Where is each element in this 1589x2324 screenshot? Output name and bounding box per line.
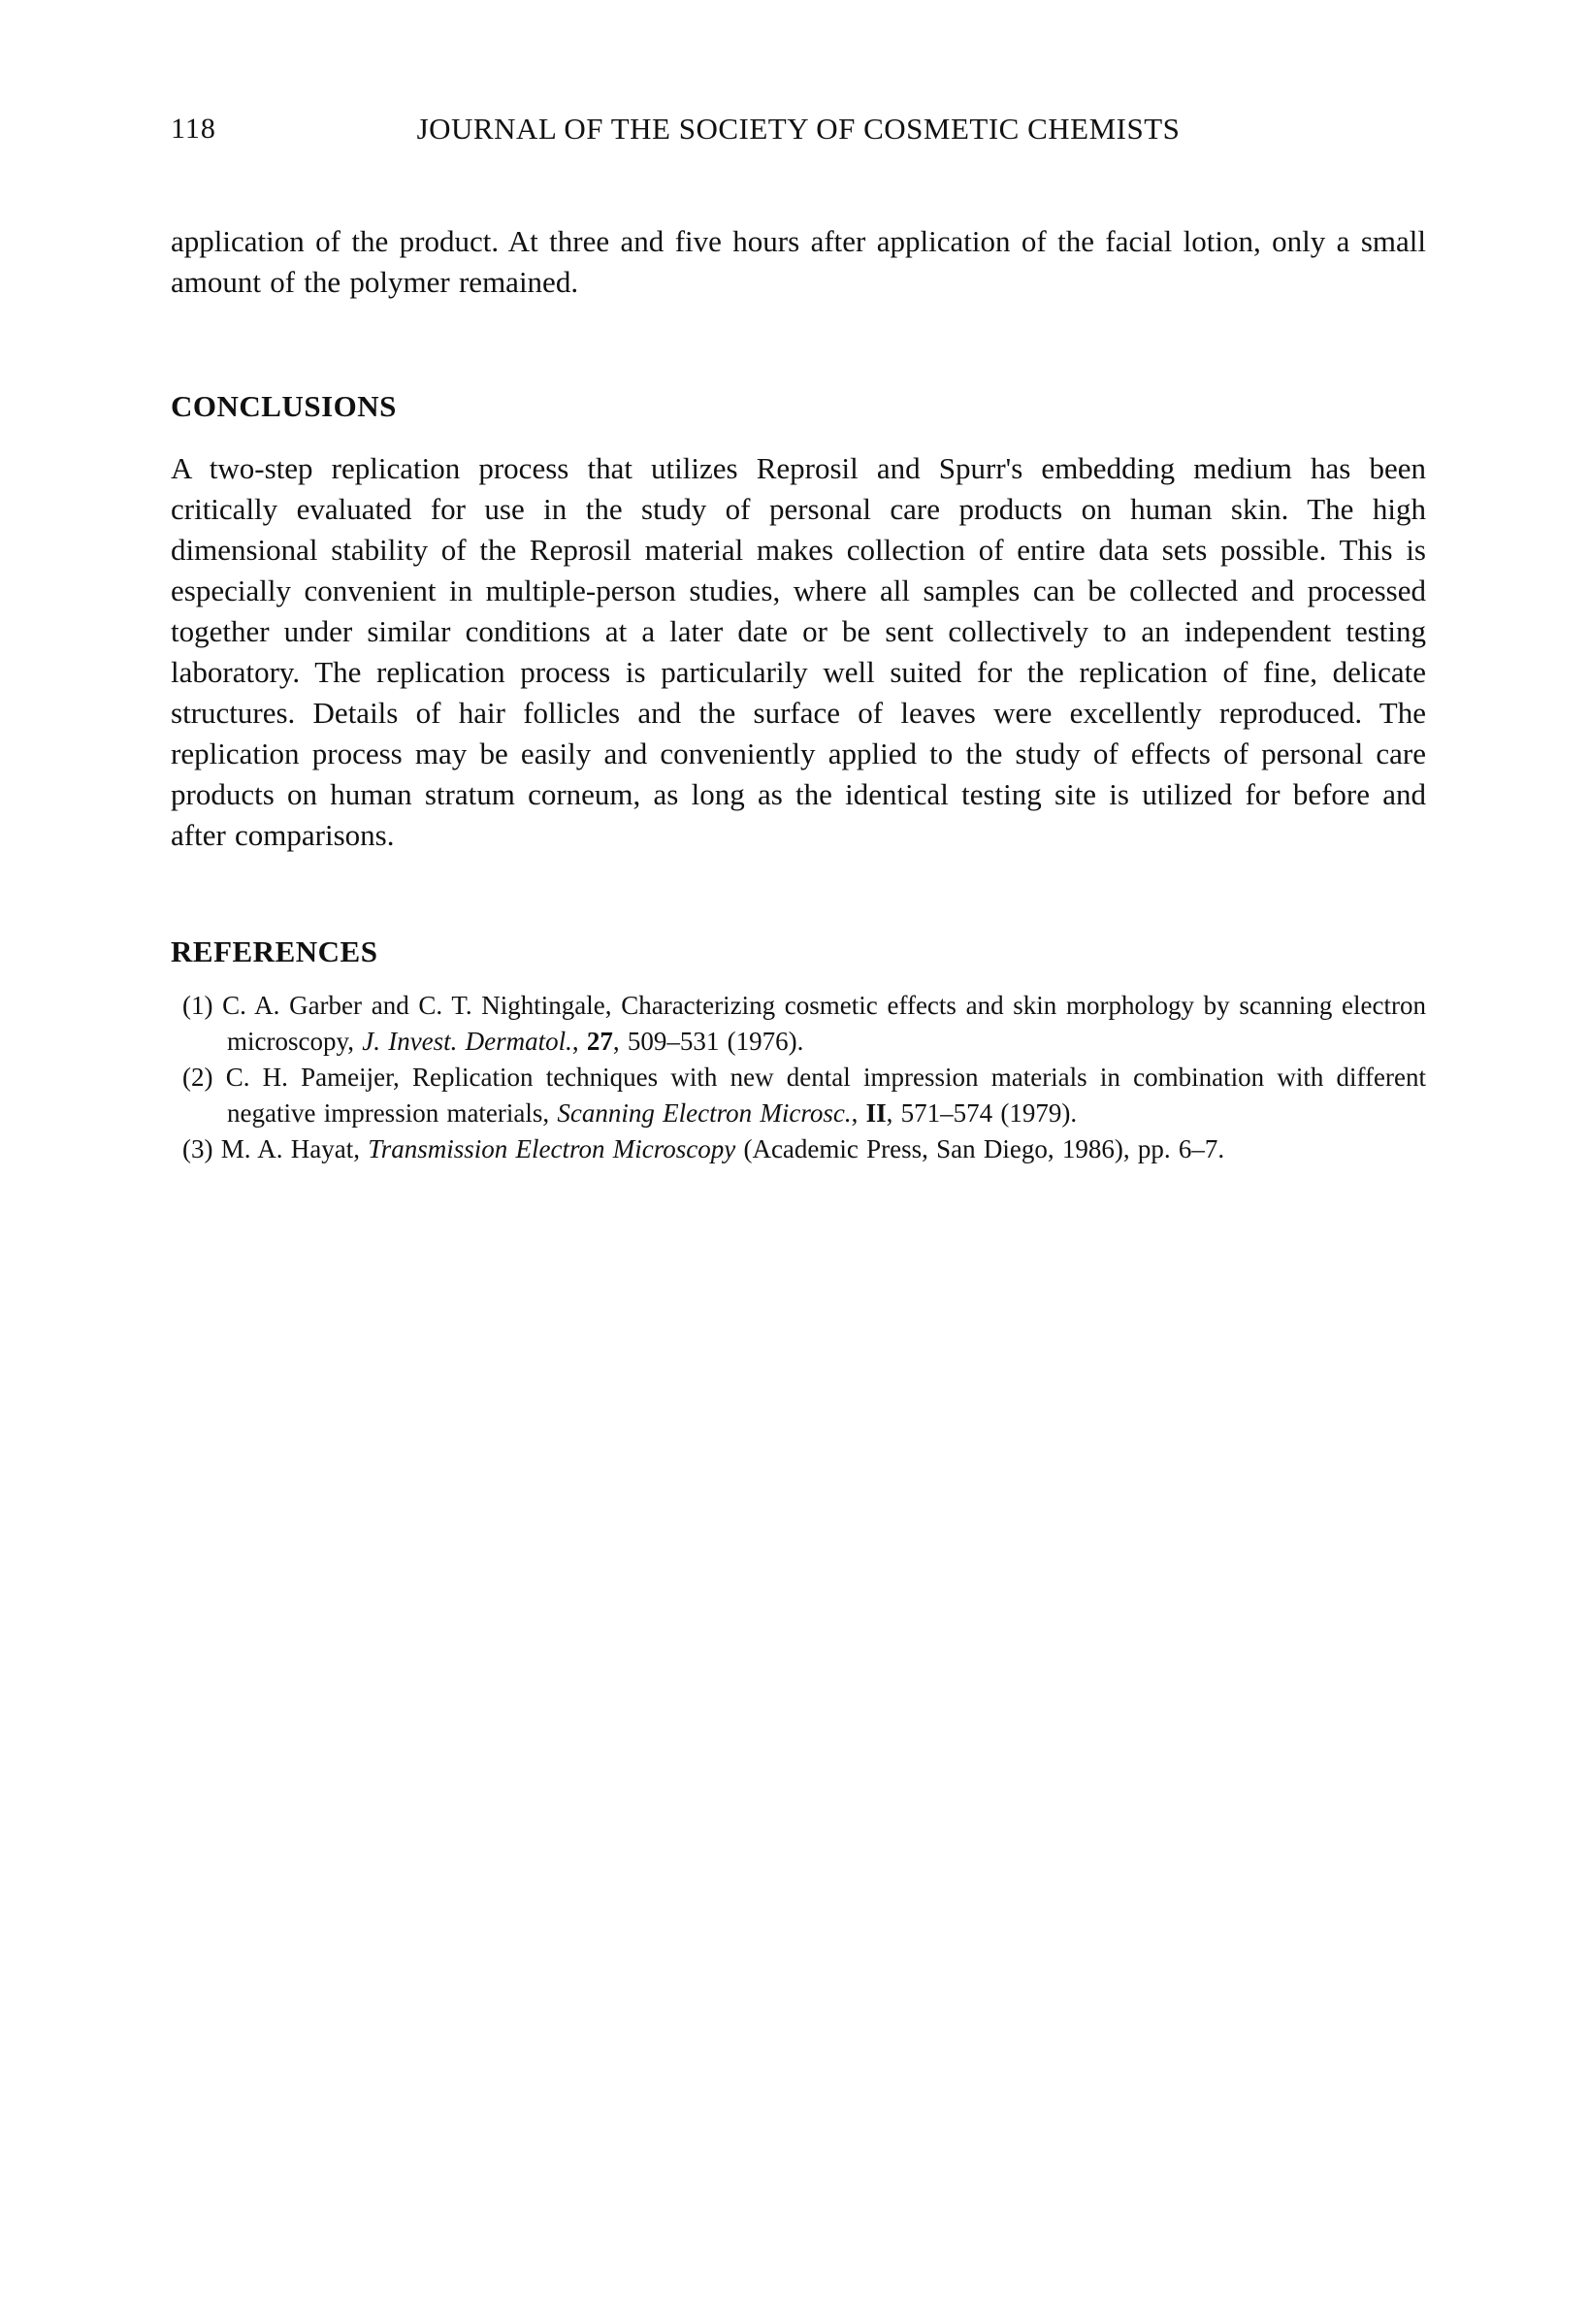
reference-item-1 [182, 988, 1426, 1060]
reference-2-sep: , [851, 1098, 866, 1128]
reference-1-sep: , [571, 1027, 587, 1056]
page-number: 118 [171, 113, 216, 145]
conclusions-paragraph: A two-step replication process that utilizes Reprosil and Spurr's embedding medium has been critically evaluated for use in the study of personal care products on human skin. The high dimensional stability of the Reprosil material makes collection of entire data sets possible. This is especially convenient in multiple-person studies, where all samples can be collected and processed together under similar conditions at a later date or be sent collectively to an independent testing laboratory. The replication process is particularily well suited for the replication of fine, delicate structures. Details of hair follicles and the surface of leaves were excellently reproduced. The replication process may be easily and conveniently applied to the study of effects of personal care products on human stratum corneum, as long as the identical testing site is utilized for before and after comparisons. [171, 451, 1426, 852]
references-heading: REFERENCES [171, 934, 378, 968]
reference-3-publisher: (Academic Press, San Diego, 1986), pp. 6–7. [735, 1134, 1225, 1163]
reference-2-volume: II [865, 1098, 887, 1128]
journal-title: JOURNAL OF THE SOCIETY OF COSMETIC CHEMISTS [416, 112, 1181, 146]
reference-1-volume: 27 [586, 1027, 613, 1056]
reference-3-text: (3) M. A. Hayat, [182, 1134, 369, 1163]
reference-2-text: (2) C. H. Pameijer, Replication techniques with new dental impression materials in combination with different negative impression materials, [182, 1063, 1426, 1128]
reference-1-pages: , 509–531 (1976). [612, 1027, 804, 1056]
reference-1-journal: J. Invest. Dermatol. [362, 1027, 572, 1056]
conclusions-heading: CONCLUSIONS [171, 389, 397, 423]
running-head [171, 109, 1426, 149]
reference-1-text: (1) C. A. Garber and C. T. Nightingale, Characterizing cosmetic effects and skin morphology by scanning electron microscopy, [182, 991, 1426, 1056]
reference-item-2 [182, 1060, 1426, 1131]
reference-list [171, 988, 1426, 1167]
reference-3-book-title: Transmission Electron Microscopy [368, 1134, 736, 1163]
intro-paragraph: application of the product. At three and five hours after application of the facial lotion, only a small amount of the polymer remained. [171, 224, 1426, 299]
reference-2-journal: Scanning Electron Microsc. [557, 1098, 852, 1128]
reference-2-pages: , 571–574 (1979). [886, 1098, 1078, 1128]
reference-item-3 [182, 1131, 1426, 1167]
